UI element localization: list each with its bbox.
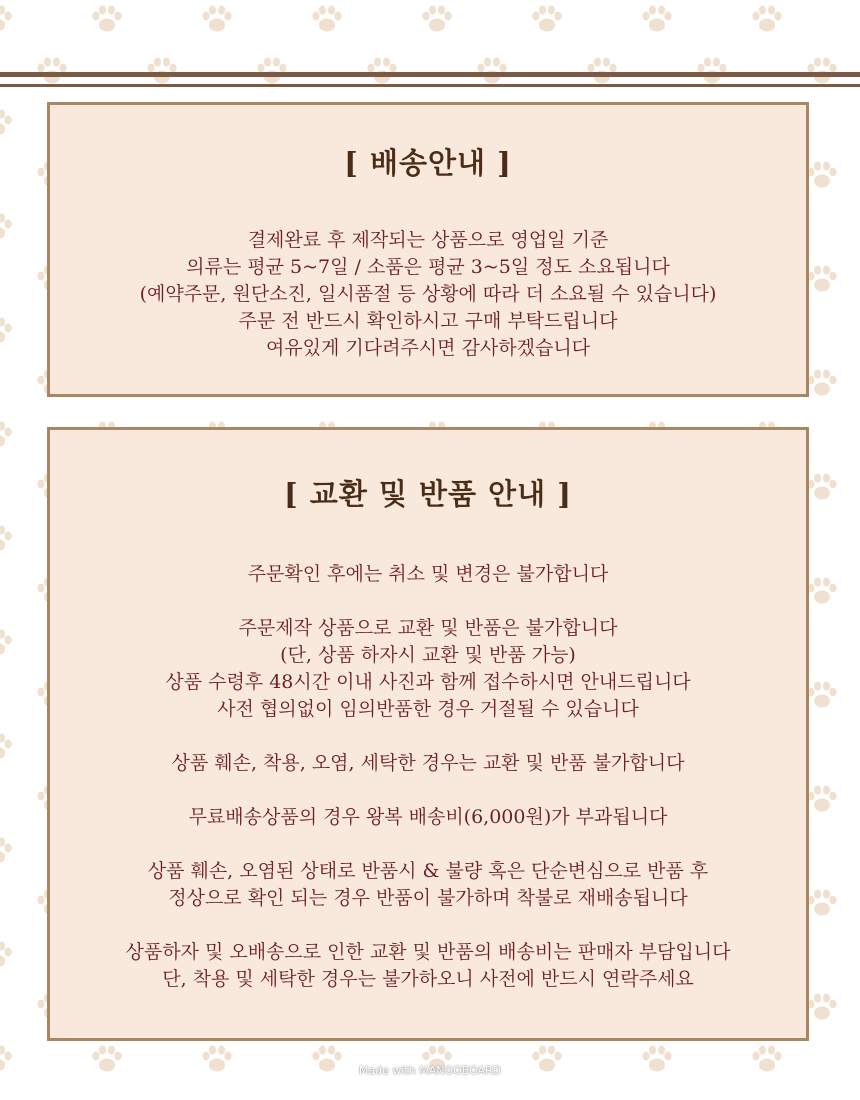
exchange-line: (단, 상품 하자시 교환 및 반품 가능) (280, 644, 576, 666)
paw-print-icon (0, 524, 14, 554)
exchange-line: 정상으로 확인 되는 경우 반품이 불가하며 착불로 재배송됩니다 (168, 887, 688, 909)
exchange-title: [ 교환 및 반품 안내 ] (283, 477, 573, 511)
exchange-line: 상품 훼손, 착용, 오염, 세탁한 경우는 교환 및 반품 불가합니다 (171, 752, 685, 774)
shipping-line: 여유있게 기다려주시면 감사하겠습니다 (265, 337, 591, 359)
paw-print-icon (310, 4, 344, 34)
exchange-body (50, 561, 806, 993)
exchange-line: 사전 협의없이 임의반품한 경우 거절될 수 있습니다 (217, 698, 639, 720)
shipping-info-panel (47, 102, 809, 397)
paw-print-icon (805, 992, 839, 1022)
shipping-paragraph (50, 227, 806, 362)
exchange-line: 무료배송상품의 경우 왕복 배송비(6,000원)가 부과됩니다 (188, 806, 668, 828)
paw-print-icon (805, 784, 839, 814)
paw-print-icon (805, 888, 839, 918)
paw-print-icon (200, 4, 234, 34)
shipping-line: 의류는 평균 5~7일 / 소품은 평균 3~5일 정도 소요됩니다 (186, 256, 670, 278)
exchange-paragraph (50, 939, 806, 993)
paw-print-icon (0, 628, 14, 658)
header-divider (0, 72, 860, 90)
paw-print-icon (805, 680, 839, 710)
paw-print-icon (0, 4, 14, 34)
shipping-body (50, 227, 806, 362)
paw-print-icon (805, 160, 839, 190)
paw-print-icon (750, 4, 784, 34)
paw-print-icon (0, 732, 14, 762)
exchange-paragraph (50, 561, 806, 588)
paw-print-icon (530, 4, 564, 34)
shipping-title: [ 배송안내 ] (344, 146, 512, 180)
paw-print-icon (640, 4, 674, 34)
exchange-line: 단, 착용 및 세탁한 경우는 불가하오니 사전에 반드시 연락주세요 (162, 968, 694, 990)
exchange-paragraph (50, 750, 806, 777)
paw-print-icon (0, 836, 14, 866)
paw-print-icon (805, 264, 839, 294)
exchange-line: 주문제작 상품으로 교환 및 반품은 불가합니다 (238, 617, 618, 639)
exchange-return-panel (47, 427, 809, 1041)
paw-print-icon (420, 4, 454, 34)
header-line-thin (0, 84, 860, 87)
exchange-paragraph (50, 615, 806, 723)
paw-print-icon (0, 212, 14, 242)
shipping-line: 주문 전 반드시 확인하시고 구매 부탁드립니다 (238, 310, 618, 332)
paw-print-icon (0, 420, 14, 450)
exchange-line: 상품하자 및 오배송으로 인한 교환 및 반품의 배송비는 판매자 부담입니다 (125, 941, 731, 963)
shipping-line: (예약주문, 원단소진, 일시품절 등 상황에 따라 더 소요될 수 있습니다) (139, 283, 717, 305)
paw-print-icon (0, 940, 14, 970)
exchange-line: 상품 훼손, 오염된 상태로 반품시 & 불량 혹은 단순변심으로 반품 후 (147, 860, 709, 882)
header-line-thick (0, 72, 860, 77)
exchange-line: 주문확인 후에는 취소 및 변경은 불가합니다 (247, 563, 609, 585)
paw-print-icon (90, 4, 124, 34)
paw-print-icon (0, 316, 14, 346)
paw-print-icon (0, 108, 14, 138)
exchange-line: 상품 수령후 48시간 이내 사진과 함께 접수하시면 안내드립니다 (165, 671, 691, 693)
exchange-paragraph (50, 804, 806, 831)
paw-print-icon (805, 576, 839, 606)
paw-print-icon (805, 472, 839, 502)
paw-print-icon (805, 368, 839, 398)
watermark: Made with MANGOBOARD (358, 1064, 502, 1077)
exchange-paragraph (50, 858, 806, 912)
shipping-line: 결제완료 후 제작되는 상품으로 영업일 기준 (247, 229, 609, 251)
